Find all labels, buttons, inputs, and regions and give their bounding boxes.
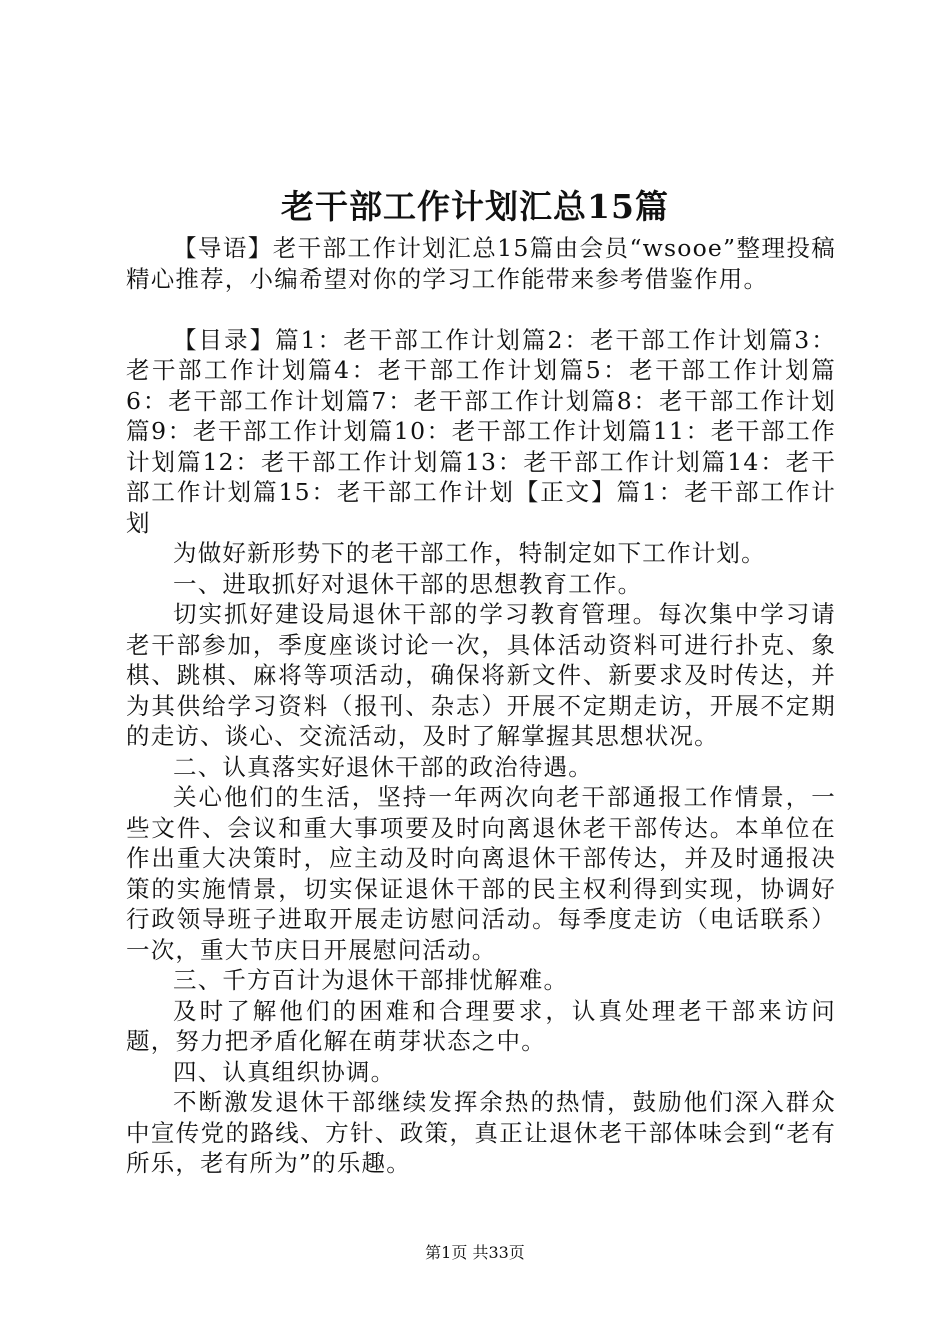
body-paragraph: 关心他们的生活，坚持一年两次向老干部通报工作情景，一些文件、会议和重大事项要及时向离退休老干部传达。本单位在作出重大决策时，应主动及时向离退休干部传达，并及时通报决策的实施情景，切实保证退休干部的民主权利得到实现，协调好行政领导班子进取开展走访慰问活动。每季度走访（电话联系）一次，重大节庆日开展慰问活动。 [126,783,836,964]
body-paragraph: 不断激发退休干部继续发挥余热的热情，鼓励他们深入群众中宣传党的路线、方针、政策，真正让退休老干部体味会到“老有所乐，老有所为”的乐趣。 [126,1088,836,1177]
section-heading: 四、认真组织协调。 [173,1057,396,1086]
body-paragraph: 及时了解他们的困难和合理要求，认真处理老干部来访问题，努力把矛盾化解在萌芽状态之中。 [126,996,836,1055]
page-footer: 第1页 共33页 [425,1243,525,1262]
intro-paragraph: 【导语】老干部工作计划汇总15篇由会员“wsooe”整理投稿精心推荐，小编希望对你的学习工作能带来参考借鉴作用。 [126,234,836,293]
document-title: 老干部工作计划汇总15篇 [281,187,669,226]
document-body [126,233,836,1179]
section-heading: 二、认真落实好退休干部的政治待遇。 [173,752,593,781]
body-paragraph: 切实抓好建设局退休干部的学习教育管理。每次集中学习请老干部参加，季度座谈讨论一次，具体活动资料可进行扑克、象棋、跳棋、麻将等项活动，确保将新文件、新要求及时传达，并为其供给学习资料（报刊、杂志）开展不定期走访，开展不定期的走访、谈心、交流活动，及时了解掌握其思想状况。 [126,600,836,750]
table-of-contents-paragraph: 【目录】篇1：老干部工作计划篇2：老干部工作计划篇3：老干部工作计划篇4：老干部工作计划篇5：老干部工作计划篇6：老干部工作计划篇7：老干部工作计划篇8：老干部工作计划篇9：老干部工作计划篇10：老干部工作计划篇11：老干部工作计划篇12：老干部工作计划篇13：老干部工作计划篇14：老干部工作计划篇15：老干部工作计划【正文】篇1：老干部工作计划 [126,325,836,537]
section-heading: 三、千方百计为退休干部排忧解难。 [173,966,569,994]
section-heading: 一、进取抓好对退休干部的思想教育工作。 [173,569,643,598]
body-paragraph: 为做好新形势下的老干部工作，特制定如下工作计划。 [173,539,766,567]
